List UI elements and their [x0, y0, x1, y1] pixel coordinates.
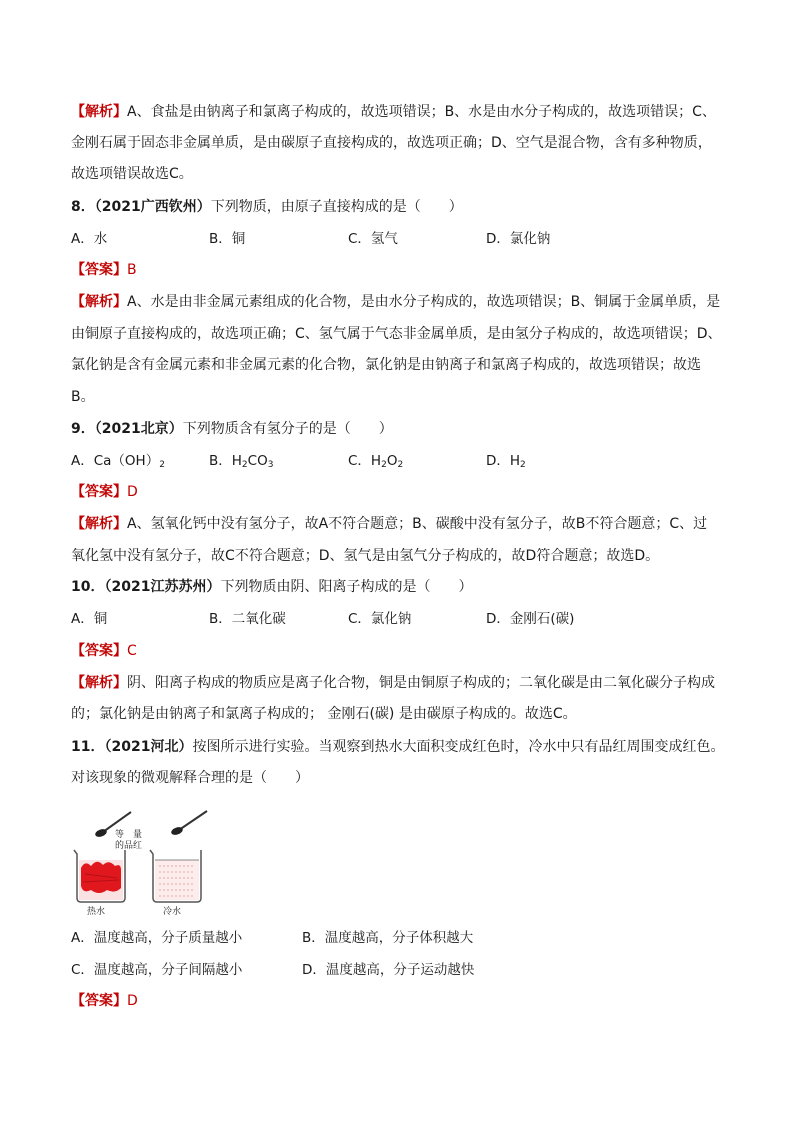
q9-source: （2021北京） [94, 421, 183, 437]
q11-option-d: D．温度越高，分子运动越快 [302, 962, 475, 978]
q11-option-b: B．温度越高，分子体积越大 [302, 930, 474, 946]
q7-analysis-line-1: 【解析】A、食盐是由钠离子和氯离子构成的，故选项错误；B、水是由水分子构成的，故选项错误；C、 [71, 104, 716, 120]
label-cold-water: 冷水 [163, 907, 182, 917]
q10-option-a: A．铜 [71, 611, 108, 627]
q8-analysis-line-1: 【解析】A、水是由非金属元素组成的化合物，是由水分子构成的，故选项错误；B、铜属于金属单质，是 [71, 294, 721, 310]
q7-analysis-line-3: 故选项错误故选C。 [71, 166, 193, 182]
q9-stem: 9．（2021北京）下列物质含有氢分子的是（ ） [71, 421, 393, 437]
q9-analysis-line-1: 【解析】A、氢氧化钙中没有氢分子，故A不符合题意；B、碳酸中没有氢分子，故B不符合题意；C、过 [71, 516, 708, 532]
q10-stem: 10．（2021江苏苏州）下列物质由阴、阳离子构成的是（ ） [71, 579, 473, 595]
q9-option-a: A．$Ca(OH)_2$ [71, 453, 165, 470]
q9-answer: 【答案】D [71, 484, 138, 500]
q10-analysis-line-2: 的；氯化钠是由钠离子和氯离子构成的； 金刚石(碳) 是由碳原子构成的。故选C。 [71, 706, 577, 722]
q8-analysis-line-4: B。 [71, 389, 95, 405]
q8-option-b: B．铜 [209, 231, 246, 247]
label-hot-water: 热水 [87, 907, 106, 917]
hot-water-beaker [74, 850, 125, 902]
q11-source: （2021河北） [104, 739, 193, 755]
q11-stem-line-2: 对该现象的微观解释合理的是（ ） [71, 770, 309, 786]
q10-answer: 【答案】C [71, 643, 137, 659]
cold-water-beaker [150, 850, 201, 902]
q10-source: （2021江苏苏州） [104, 579, 221, 595]
beaker-experiment-figure [71, 808, 221, 918]
analysis-label: 【解析】 [71, 104, 127, 120]
spoon-right-icon [170, 811, 207, 836]
q8-option-a: A．水 [71, 231, 108, 247]
q9-option-b: B．$H_2CO_3$ [209, 453, 274, 470]
q8-analysis-line-3: 氯化钠是含有金属元素和非金属元素的化合物，氯化钠是由钠离子和氯离子构成的，故选项错误；故选 [71, 357, 701, 373]
q10-option-b: B．二氧化碳 [209, 611, 286, 627]
q9-analysis-line-2: 氧化氢中没有氢分子，故C不符合题意；D、氢气是由氢气分子构成的，故D符合题意；故选D。 [71, 548, 660, 564]
q10-analysis-line-1: 【解析】阴、阳离子构成的物质应是离子化合物，铜是由铜原子构成的；二氧化碳是由二氧化碳分子构成 [71, 675, 715, 691]
q8-answer: 【答案】B [71, 262, 137, 278]
q8-option-d: D．氯化钠 [486, 231, 551, 247]
label-dye: 的品红 [115, 841, 143, 851]
q11-stem-line-1: 11．（2021河北）按图所示进行实验。当观察到热水大面积变成红色时，冷水中只有品红周围变成红色。 [71, 739, 725, 755]
q11-answer: 【答案】D [71, 993, 138, 1009]
label-equal-amount: 等 量 [115, 830, 143, 840]
q11-option-a: A．温度越高，分子质量越小 [71, 930, 243, 946]
q8-source: （2021广西钦州） [94, 199, 211, 215]
q8-option-c: C．氢气 [348, 231, 398, 247]
q10-option-d: D．金刚石(碳) [486, 611, 575, 627]
q11-option-c: C．温度越高，分子间隔越小 [71, 962, 243, 978]
q8-analysis-line-2: 由铜原子直接构成的，故选项正确；C、氢气属于气态非金属单质，是由氢分子构成的，故选项错误；D、 [71, 326, 722, 342]
q8-stem: 8．（2021广西钦州）下列物质，由原子直接构成的是（ ） [71, 199, 463, 215]
q10-option-c: C．氯化钠 [348, 611, 412, 627]
q9-option-c: C．$H_2O_2$ [348, 453, 404, 470]
q9-option-d: D．$H_2$ [486, 453, 526, 470]
q7-analysis-line-2: 金刚石属于固态非金属单质，是由碳原子直接构成的，故选项正确；D、空气是混合物，含有多种物质， [71, 135, 712, 151]
